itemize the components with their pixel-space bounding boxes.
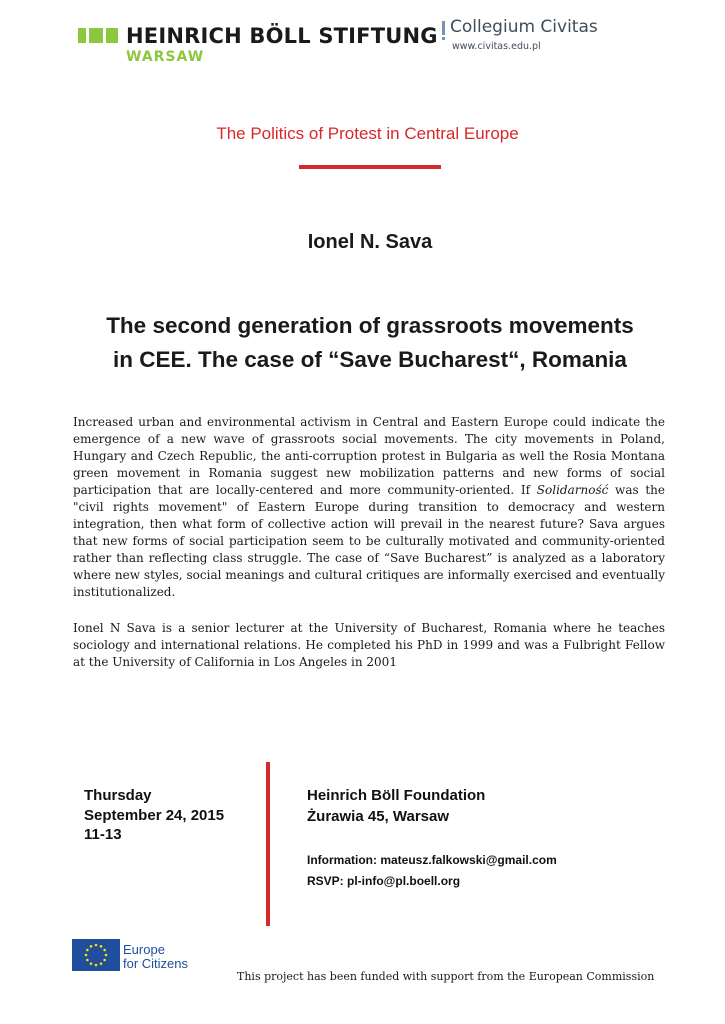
funding-note: This project has been funded with support from the European Commission xyxy=(237,970,655,983)
bio-paragraph: Ionel N Sava is a senior lecturer at the University of Bucharest, Romania where he teaches sociology and international relations. He completed his PhD in 1999 and was a Fulbright Fellow at the University of California in Los Angeles in 2001 xyxy=(73,621,665,669)
series-title: The Politics of Protest in Central Europe xyxy=(216,124,519,143)
heinrich-boell-logo xyxy=(78,24,438,70)
venue-address: Żurawia 45, Warsaw xyxy=(307,807,450,825)
talk-title-line-2: in CEE. The case of “Save Bucharest“, Romania xyxy=(113,347,627,372)
event-date-block xyxy=(84,786,224,845)
eu-star-icon xyxy=(95,964,98,967)
talk-title-line-1: The second generation of grassroots movements xyxy=(106,313,634,338)
information-email: Information: mateusz.falkowski@gmail.com xyxy=(307,853,557,867)
event-contact-block xyxy=(307,850,557,892)
cc-name: Collegium Civitas xyxy=(450,17,598,37)
eu-star-icon xyxy=(85,954,88,957)
eu-star-icon xyxy=(86,949,89,952)
eu-star-icon xyxy=(90,962,93,965)
cc-exclamation-icon xyxy=(442,21,445,35)
eu-flag-icon xyxy=(72,939,120,971)
europe-for-citizens-label: Europe for Citizens xyxy=(123,942,189,971)
talk-title xyxy=(40,309,700,377)
eu-star-icon xyxy=(90,945,93,948)
eu-star-icon xyxy=(100,945,103,948)
cc-url: www.civitas.edu.pl xyxy=(452,41,541,52)
eu-star-icon xyxy=(100,962,103,965)
event-date: September 24, 2015 xyxy=(84,806,225,824)
event-time: 11-13 xyxy=(84,826,122,843)
event-venue-block xyxy=(307,786,485,827)
event-divider xyxy=(266,762,270,926)
collegium-civitas-logo xyxy=(440,16,620,56)
eu-star-icon xyxy=(95,944,98,947)
eu-star-icon xyxy=(103,949,106,952)
event-day: Thursday xyxy=(84,787,152,804)
speaker-name: Ionel N. Sava xyxy=(307,231,433,253)
venue-name: Heinrich Böll Foundation xyxy=(307,787,486,804)
hbs-city: WARSAW xyxy=(126,49,205,65)
rsvp-email: RSVP: pl-info@pl.boell.org xyxy=(307,874,461,888)
eu-star-icon xyxy=(103,959,106,962)
title-divider xyxy=(299,165,441,169)
eu-star-icon xyxy=(86,959,89,962)
eu-star-icon xyxy=(105,954,108,957)
hbs-name: HEINRICH BÖLL STIFTUNG xyxy=(126,24,438,48)
abstract-paragraph: Increased urban and environmental activism in Central and Eastern Europe could indicate the emergence of a new wave of grassroots social movements. The city movements in Poland, Hungary and Czech Republic, the anti-corruption protest in Bulgaria as well the Rosia Montana green movement in Romania suggest new mobilization patterns and new forms of social participation that are locally-centered and more community-oriented. If Solidarność was the "civil rights movement" of Eastern Europe during transition to democracy and western integration, then what form of collective action will prevail in the nearest future? Sava argues that new forms of social participation seem to be culturally motivated and community-oriented rather than reflecting class struggle. The case of “Save Bucharest” is analyzed as a laboratory where new styles, social meanings and cultural critiques are informally exercised and eventually institutionalized. xyxy=(73,415,665,599)
solidarnosc-italic: Solidarność xyxy=(536,483,609,497)
